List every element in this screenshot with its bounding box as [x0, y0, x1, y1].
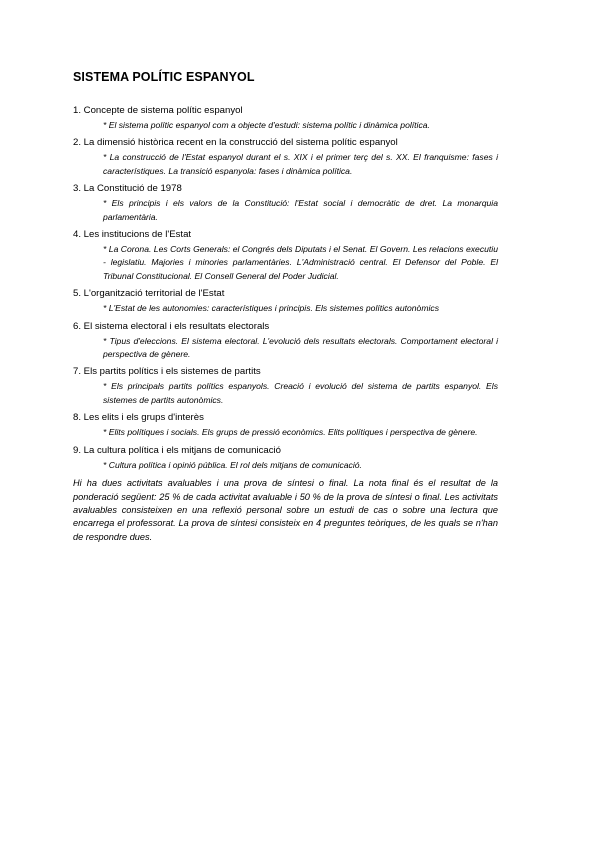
- section-constitucio: [73, 182, 498, 224]
- section-concepte: [73, 104, 498, 132]
- section-cultura-politica: [73, 444, 498, 472]
- section-description: * Elits polítiques i socials. Els grups de pressió econòmics. Elits polítiques i perspectiva de gènere.: [103, 427, 478, 438]
- section-description: * El sistema polític espanyol com a objecte d'estudi: sistema polític i dinàmica política.: [103, 120, 430, 130]
- section-heading: 6. El sistema electoral i els resultats electorals: [73, 320, 270, 332]
- section-description: * Tipus d'eleccions. El sistema electoral. L'evolució dels resultats electorals. Comportament electoral i perspectiva de gènere.: [103, 335, 498, 360]
- section-heading: 5. L'organització territorial de l'Estat: [73, 288, 225, 300]
- document-title: SISTEMA POLÍTIC ESPANYOL: [73, 70, 255, 84]
- section-heading: 3. La Constitució de 1978: [73, 183, 182, 195]
- section-heading: 1. Concepte de sistema polític espanyol: [73, 105, 243, 116]
- section-description: * Els principals partits polítics espanyols. Creació i evolució del sistema de partits espanyol. Els sistemes de partits autonòmics.: [103, 381, 498, 405]
- section-description: * La construcció de l'Estat espanyol durant el s. XIX i el primer terç del s. XX. El franquisme: fases i característiques. La transició espanyola: fases i dinàmica política.: [103, 152, 498, 176]
- section-description: * Cultura política i opinió pública. El rol dels mitjans de comunicació.: [103, 459, 362, 470]
- section-heading: 7. Els partits polítics i els sistemes de partits: [73, 366, 261, 378]
- section-institucions: [73, 228, 498, 283]
- section-organitzacio-territorial: [73, 287, 498, 315]
- section-heading: 8. Les elits i els grups d'interès: [73, 412, 204, 424]
- section-heading: 4. Les institucions de l'Estat: [73, 229, 192, 241]
- section-heading: 2. La dimensió històrica recent en la construcció del sistema polític espanyol: [73, 137, 398, 149]
- section-dimensio-historica: [73, 136, 498, 178]
- section-sistema-electoral: [73, 320, 498, 362]
- evaluation-paragraph: Hi ha dues activitats avaluables i una prova de síntesi o final. La nota final és el resultat de la ponderació següent: 25 % de cada activitat avaluable i 50 % de la prova de síntesi o final. Les activitats avaluables consisteixen en una reflexió personal sobre un estudi de cas o sobre una lectura que encarrega el professorat. La prova de síntesi consisteix en 4 preguntes teòriques, de les quals se n'han de respondre dues.: [73, 478, 498, 542]
- section-elits: [73, 411, 498, 439]
- section-heading: 9. La cultura política i els mitjans de comunicació: [73, 444, 281, 456]
- section-description: * L'Estat de les autonomies: característiques i principis. Els sistemes polítics autonòmics: [103, 303, 439, 314]
- section-description: * Els principis i els valors de la Constitució: l'Estat social i democràtic de dret. La monarquia parlamentària.: [103, 198, 498, 222]
- document-page: [73, 70, 498, 544]
- section-description: * La Corona. Les Corts Generals: el Congrés dels Diputats i el Senat. El Govern. Les relacions executiu - legislatiu. Majories i minories parlamentàries. L'Administració central. El Defensor del Poble. El Tribunal Constitucional. El Consell General del Poder Judicial.: [103, 244, 498, 281]
- section-partits-politics: [73, 365, 498, 407]
